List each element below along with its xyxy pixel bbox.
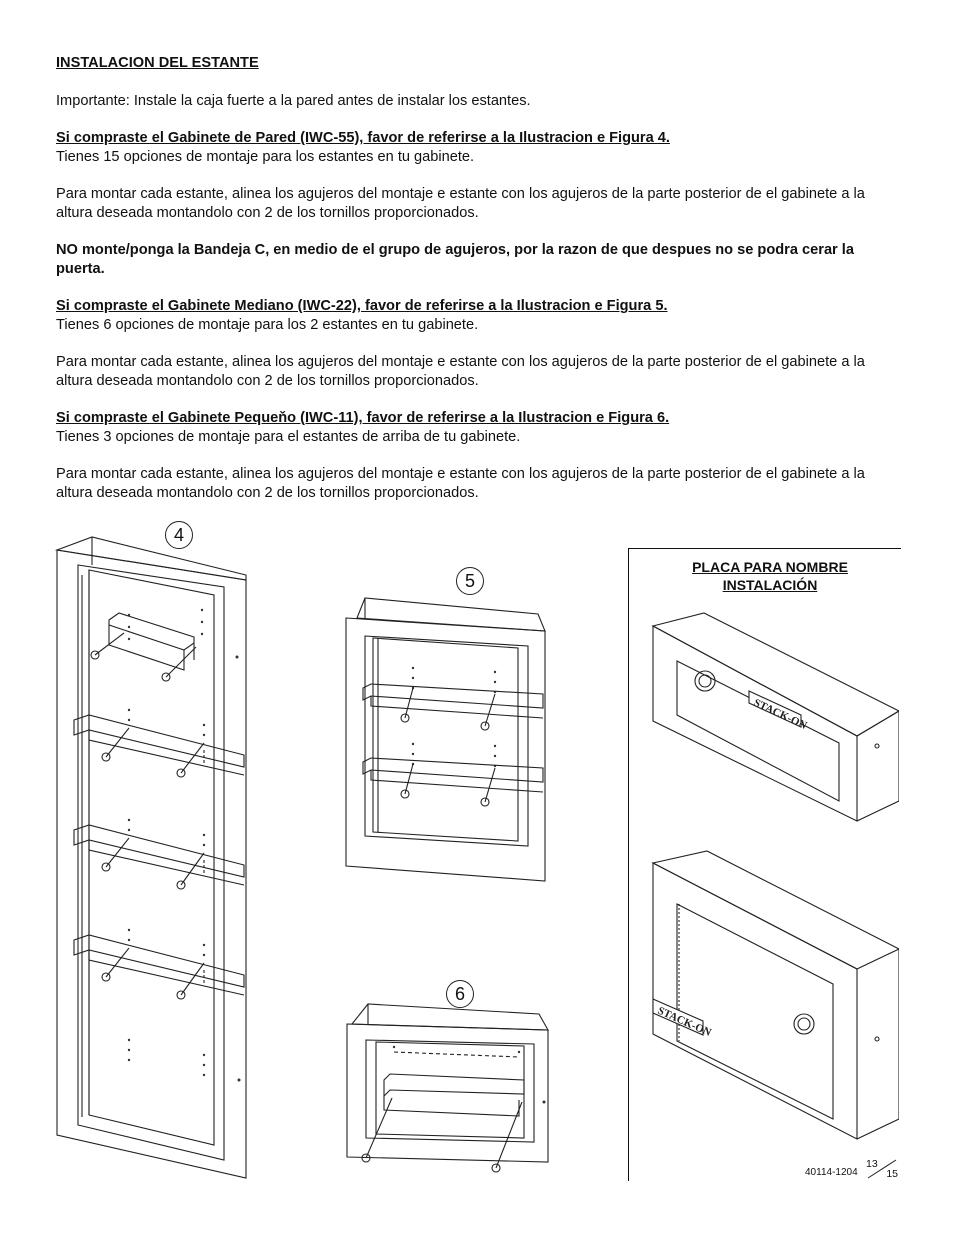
panel-title-line1: PLACA PARA NOMBRE (692, 559, 848, 575)
figure-5-medium-cabinet-illustration (343, 596, 549, 886)
page-number (864, 1158, 898, 1180)
stack-on-logo-upper: STACK-ON (751, 696, 809, 732)
iwc22-title: Si compraste el Gabinete Mediano (IWC-22), favor de referirse a la Ilustracion e Figura 5. (56, 298, 668, 314)
nameplate-safe-lower-illustration (649, 849, 899, 1149)
iwc55-mounting: Para montar cada estante, alinea los agujeros del montaje e estante con los agujeros de la parte posterior de el gabinete a la altura deseada montandolo con 2 de los tornillos proporcionados. (56, 186, 865, 221)
iwc11-options: Tienes 3 opciones de montaje para el estantes de arriba de tu gabinete. (56, 428, 521, 445)
document-number: 40114-1204 (805, 1167, 858, 1178)
nameplate-safe-upper-illustration (649, 611, 899, 826)
nameplate-installation-panel (628, 548, 901, 1181)
figure-5-label: 5 (456, 567, 484, 595)
stack-on-logo-lower: STACK-ON (655, 1004, 713, 1040)
panel-title-line2: INSTALACIÓN (722, 577, 818, 593)
iwc11-title: Si compraste el Gabinete Pequeňo (IWC-11), favor de referirse a la Ilustracion e Figura 6. (56, 410, 670, 426)
figure-4-label: 4 (165, 521, 193, 549)
nameplate-panel-title (629, 558, 911, 594)
total-pages: 15 (886, 1168, 898, 1180)
important-note: Importante: Instale la caja fuerte a la pared antes de instalar los estantes. (56, 92, 531, 109)
iwc55-options: Tienes 15 opciones de montaje para los estantes en tu gabinete. (56, 148, 475, 165)
current-page: 13 (866, 1158, 878, 1170)
figure-4-tall-cabinet-illustration (54, 535, 254, 1180)
instructions-text (56, 54, 901, 502)
iwc22-options: Tienes 6 opciones de montaje para los 2 estantes en tu gabinete. (56, 316, 479, 333)
iwc55-warning: NO monte/ponga la Bandeja C, en medio de el grupo de agujeros, por la razon de que despues no se podra cerar la puerta. (56, 242, 854, 277)
section-heading: INSTALACION DEL ESTANTE (56, 55, 259, 71)
figure-6-small-cabinet-illustration (344, 1002, 552, 1177)
figure-6-label: 6 (446, 980, 474, 1008)
iwc55-title: Si compraste el Gabinete de Pared (IWC-55), favor de referirse a la Ilustracion e Figura 4. (56, 130, 670, 146)
iwc11-mounting: Para montar cada estante, alinea los agujeros del montaje e estante con los agujeros de la parte posterior de el gabinete a la altura deseada montandolo con 2 de los tornillos proporcionados. (56, 466, 865, 501)
iwc22-mounting: Para montar cada estante, alinea los agujeros del montaje e estante con los agujeros de la parte posterior de el gabinete a la altura deseada montandolo con 2 de los tornillos proporcionados. (56, 354, 865, 389)
